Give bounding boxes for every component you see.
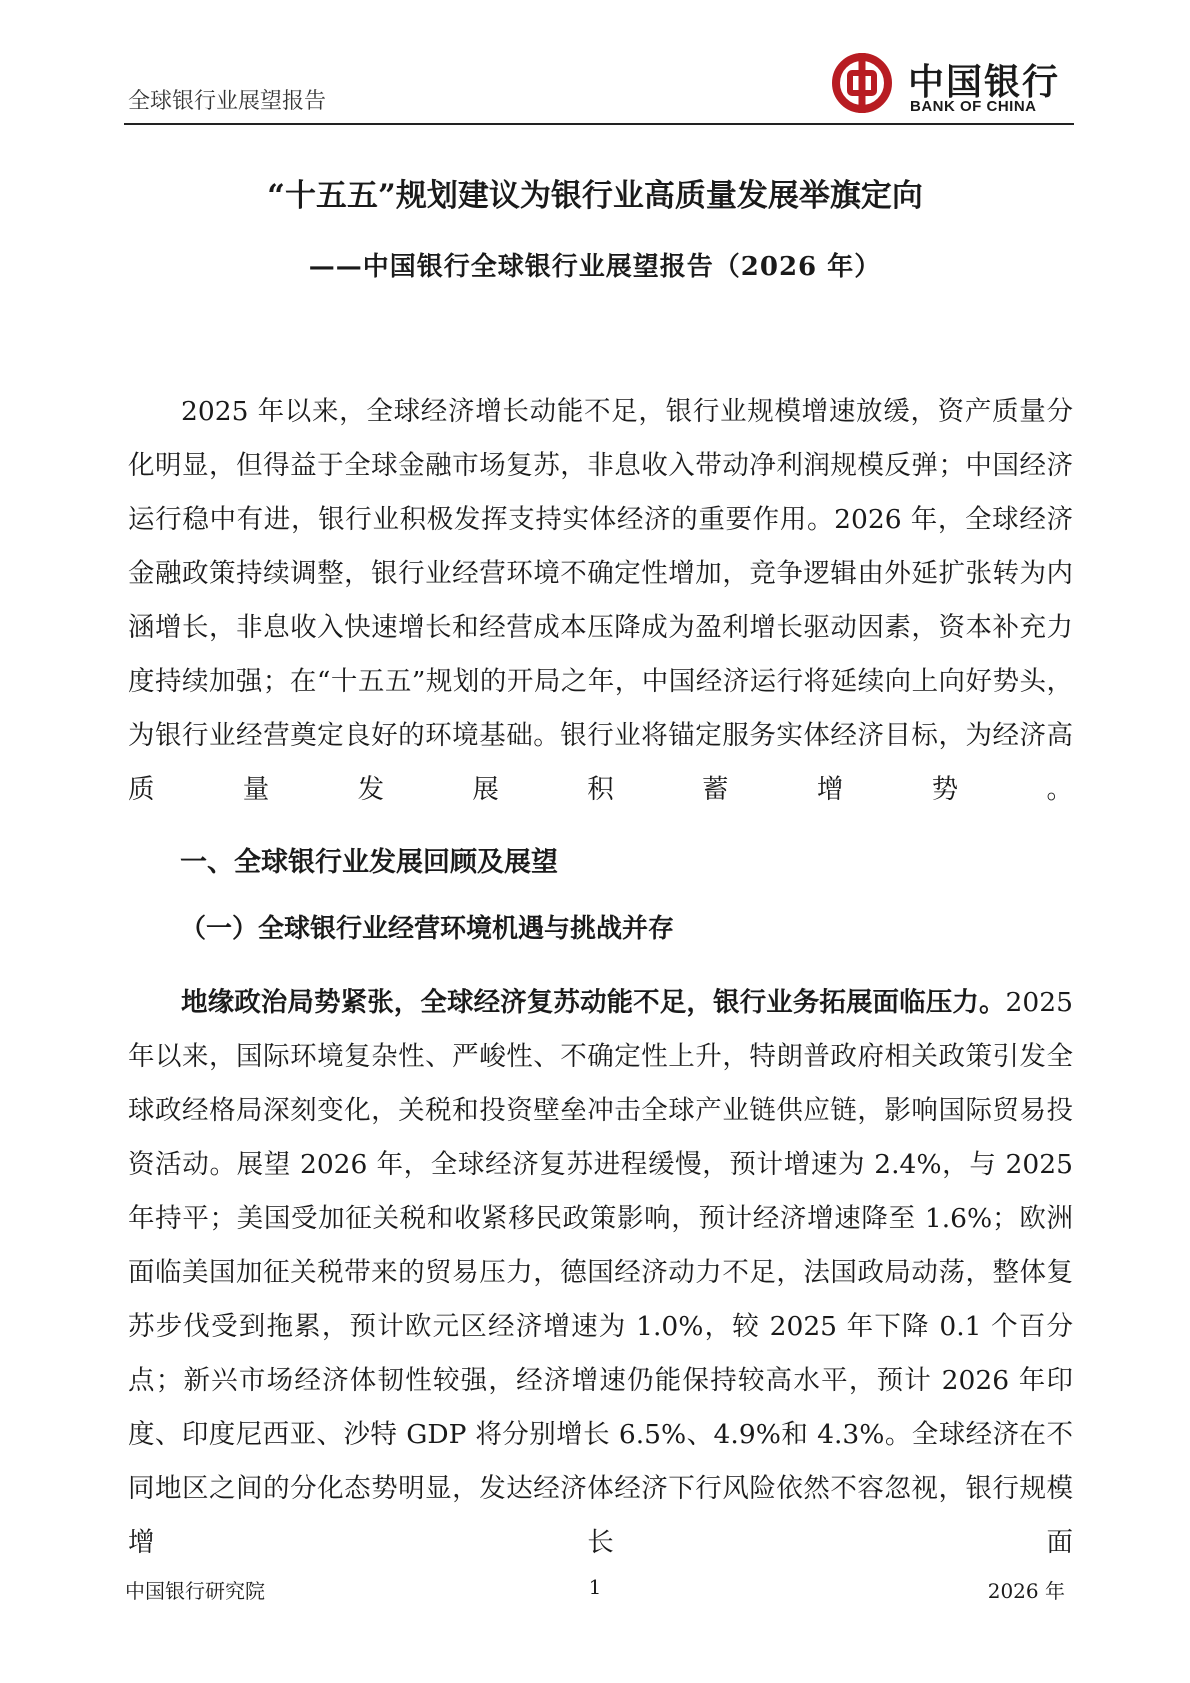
- document-title: “十五五”规划建议为银行业高质量发展举旗定向: [267, 178, 923, 214]
- document-subtitle: ——中国银行全球银行业展望报告（2026 年）: [308, 252, 882, 282]
- footer-year: 2026 年: [987, 1579, 1065, 1603]
- body-paragraph-2: [128, 976, 1073, 1570]
- section-heading-1: 一、全球银行业发展回顾及展望: [180, 847, 558, 878]
- page-number: 1: [588, 1575, 602, 1599]
- header-title: 全球银行业展望报告: [128, 89, 327, 114]
- bank-of-china-emblem-icon: [828, 50, 900, 116]
- bank-logo: [828, 50, 1068, 120]
- logo-english-text: BANK OF CHINA: [910, 98, 1037, 115]
- intro-paragraph: 2025 年以来，全球经济增长动能不足，银行业规模增速放缓，资产质量分化明显，但得益于全球金融市场复苏，非息收入带动净利润规模反弹；中国经济运行稳中有进，银行业积极发挥支持实体经济的重要作用。2026 年，全球经济金融政策持续调整，银行业经营环境不确定性增加，竞争逻辑由外延扩张转为内涵增长，非息收入快速增长和经营成本压降成为盈利增长驱动因素，资本补充力度持续加强；在“十五五”规划的开局之年，中国经济运行将延续向上向好势头，为银行业经营奠定良好的环境基础。银行业将锚定服务实体经济目标，为经济高质量发展积蓄增势。: [128, 396, 1073, 805]
- logo-chinese-text: 中国银行: [908, 61, 1061, 103]
- header-divider: [124, 123, 1074, 125]
- footer-institution: 中国银行研究院: [125, 1579, 265, 1603]
- paragraph-lead-sentence: 地缘政治局势紧张，全球经济复苏动能不足，银行业务拓展面临压力。: [181, 987, 1006, 1018]
- section-heading-1-1: （一）全球银行业经营环境机遇与挑战并存: [180, 914, 675, 944]
- paragraph-body-text: 2025 年以来，国际环境复杂性、严峻性、不确定性上升，特朗普政府相关政策引发全球政经格局深刻变化，关税和投资壁垒冲击全球产业链供应链，影响国际贸易投资活动。展望 2026 年，全球经济复苏进程缓慢，预计增速为 2.4%，与 2025 年持平；美国受加征关税和收紧移民政策影响，预计经济增速降至 1.6%；欧洲面临美国加征关税带来的贸易压力，德国经济动力不足，法国政局动荡，整体复苏步伐受到拖累，预计欧元区经济增速为 1.0%，较 2025 年下降 0.1 个百分点；新兴市场经济体韧性较强，经济增速仍能保持较高水平，预计 2026 年印度、印度尼西亚、沙特 GDP 将分别增长 6.5%、4.9%和 4.3%。全球经济在不同地区之间的分化态势明显，发达经济体经济下行风险依然不容忽视，银行规模增长面: [128, 987, 1073, 1558]
